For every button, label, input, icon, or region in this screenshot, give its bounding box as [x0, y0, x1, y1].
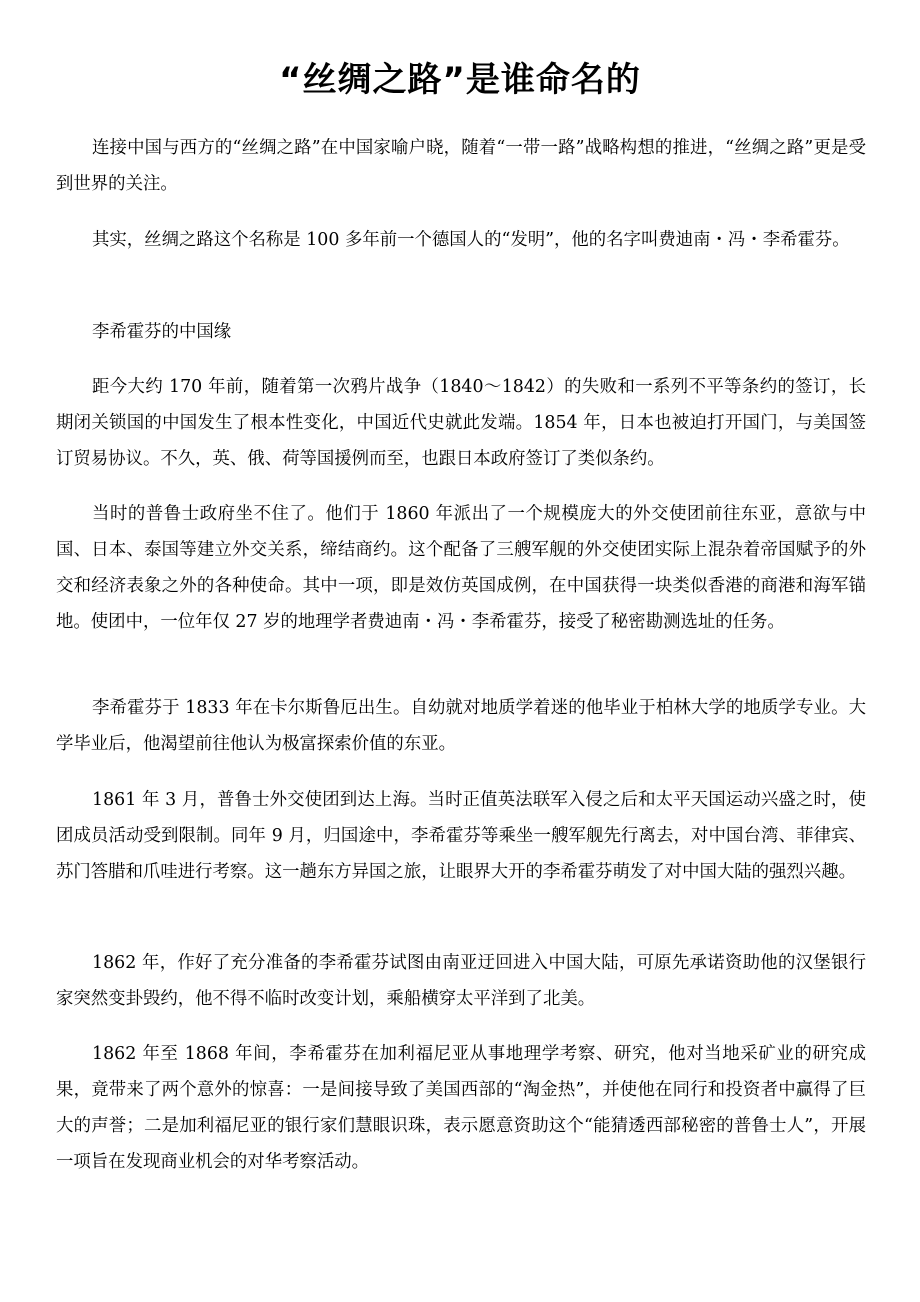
paragraph-3: 距今大约 170 年前，随着第一次鸦片战争（1840～1842）的失败和一系列不平等条约的签订，长期闭关锁国的中国发生了根本性变化，中国近代史就此发端。1854 年，日本也被迫打开国门，与美国签订贸易协议。不久，英、俄、荷等国援例而至，也跟日本政府签订了类似条约。: [56, 377, 866, 469]
paragraph-1: 连接中国与西方的“丝绸之路”在中国家喻户晓，随着“一带一路”战略构想的推进，“丝绸之路”更是受到世界的关注。: [56, 138, 866, 194]
section-heading: 李希霍芬的中国缘: [92, 322, 232, 342]
paragraph-6: 1861 年 3 月，普鲁士外交使团到达上海。当时正值英法联军入侵之后和太平天国运动兴盛之时，使团成员活动受到限制。同年 9 月，归国途中，李希霍芬等乘坐一艘军舰先行离去，对中国台湾、菲律宾、苏门答腊和爪哇进行考察。这一趟东方异国之旅，让眼界大开的李希霍芬萌发了对中国大陆的强烈兴趣。: [56, 790, 866, 882]
paragraph-5: 李希霍芬于 1833 年在卡尔斯鲁厄出生。自幼就对地质学着迷的他毕业于柏林大学的地质学专业。大学毕业后，他渴望前往他认为极富探索价值的东亚。: [56, 698, 866, 754]
paragraph-4: 当时的普鲁士政府坐不住了。他们于 1860 年派出了一个规模庞大的外交使团前往东亚，意欲与中国、日本、泰国等建立外交关系，缔结商约。这个配备了三艘军舰的外交使团实际上混杂着帝国赋予的外交和经济表象之外的各种使命。其中一项，即是效仿英国成例，在中国获得一块类似香港的商港和海军锚地。使团中，一位年仅 27 岁的地理学者费迪南・冯・李希霍芬，接受了秘密勘测选址的任务。: [56, 504, 866, 632]
document-title: “丝绸之路”是谁命名的: [279, 60, 641, 100]
paragraph-7: 1862 年，作好了充分准备的李希霍芬试图由南亚迂回进入中国大陆，可原先承诺资助他的汉堡银行家突然变卦毁约，他不得不临时改变计划，乘船横穿太平洋到了北美。: [56, 953, 866, 1009]
paragraph-8: 1862 年至 1868 年间，李希霍芬在加利福尼亚从事地理学考察、研究，他对当地采矿业的研究成果，竟带来了两个意外的惊喜：一是间接导致了美国西部的“淘金热”，并使他在同行和投资者中赢得了巨大的声誉；二是加利福尼亚的银行家们慧眼识珠，表示愿意资助这个“能猜透西部秘密的普鲁士人”，开展一项旨在发现商业机会的对华考察活动。: [56, 1044, 866, 1172]
paragraph-2: 其实，丝绸之路这个名称是 100 多年前一个德国人的“发明”，他的名字叫费迪南・冯・李希霍芬。: [92, 230, 850, 250]
